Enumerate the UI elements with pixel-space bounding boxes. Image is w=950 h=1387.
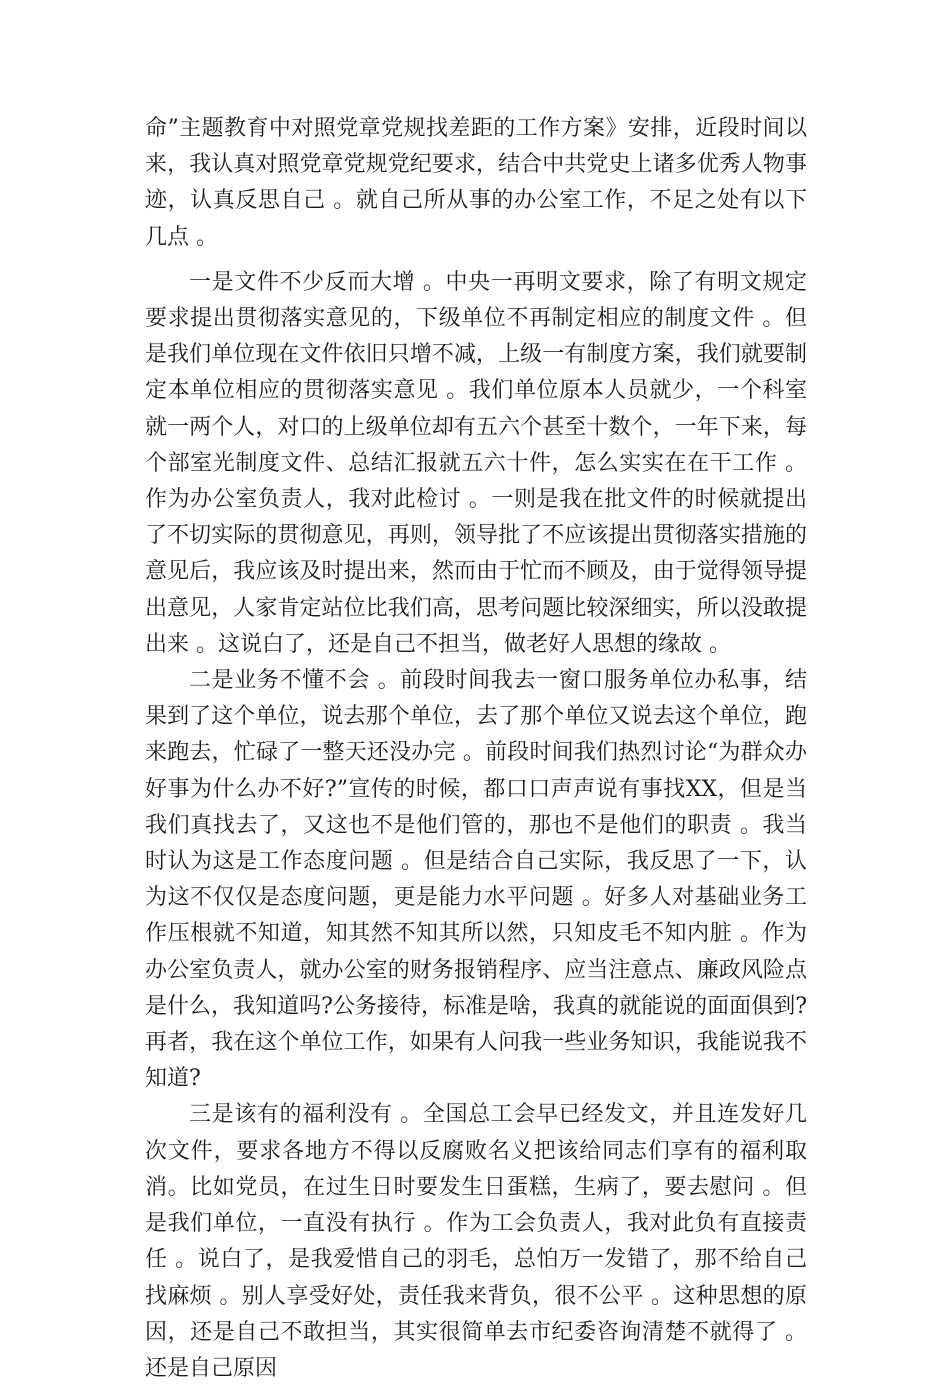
paragraph-point-three: 三是该有的福利没有 。全国总工会早已经发文，并且连发好几次文件，要求各地方不得以反腐败名义把该给同志们享有的福利取消。比如党员，在过生日时要发生日蛋糕，生病了，要去慰问 。但是我们单位，一直没有执行 。作为工会负责人，我对此负有直接责任 。说白了，是我爱惜自己的羽毛，总怕万一发错了，那不给自己找麻烦 。别人享受好处，责任我来背负，很不公平 。这种思想的原因，还是自己不敢担当，其实很简单去市纪委咨询清楚不就得了 。还是自己原因 [145, 1102, 807, 1381]
document-body [145, 111, 807, 1387]
paragraph-point-one: 一是文件不少反而大增 。中央一再明文要求，除了有明文规定要求提出贯彻落实意见的，下级单位不再制定相应的制度文件 。但是我们单位现在文件依旧只增不减，上级一有制度方案，我们就要制定本单位相应的贯彻落实意见 。我们单位原本人员就少，一个科室就一两个人，对口的上级单位却有五六个甚至十数个，一年下来，每个部室光制度文件、总结汇报就五六十件，怎么实实在在干工作 。作为办公室负责人，我对此检讨 。一则是我在批文件的时候就提出了不切实际的贯彻意见，再则，领导批了不应该提出贯彻落实措施的意见后，我应该及时提出来，然而由于忙而不顾及，由于觉得领导提出意见，人家肯定站位比我们高，思考问题比较深细实，所以没敢提出来 。这说白了，还是自己不担当，做老好人思想的缘故 。 [145, 269, 807, 657]
paragraph-point-two: 二是业务不懂不会 。前段时间我去一窗口服务单位办私事，结果到了这个单位，说去那个单位，去了那个单位又说去这个单位，跑来跑去，忙碌了一整天还没办完 。前段时间我们热烈讨论“为群众办好事为什么办不好?”宣传的时候，都口口声声说有事找XX，但是当我们真找去了，又这也不是他们管的，那也不是他们的职责 。我当时认为这是工作态度问题 。但是结合自己实际，我反思了一下，认为这不仅仅是态度问题，更是能力水平问题 。好多人对基础业务工作压根就不知道，知其然不知其所以然，只知皮毛不知内脏 。作为办公室负责人，就办公室的财务报销程序、应当注意点、廉政风险点是什么，我知道吗?公务接待，标准是啥，我真的就能说的面面俱到?再者，我在这个单位工作，如果有人问我一些业务知识，我能说我不知道? [145, 668, 807, 1092]
paragraph-intro: 命”主题教育中对照党章党规找差距的工作方案》安排，近段时间以来，我认真对照党章党规党纪要求，结合中共党史上诸多优秀人物事迹，认真反思自己 。就自己所从事的办公室工作，不足之处有以下几点 。 [145, 116, 807, 250]
